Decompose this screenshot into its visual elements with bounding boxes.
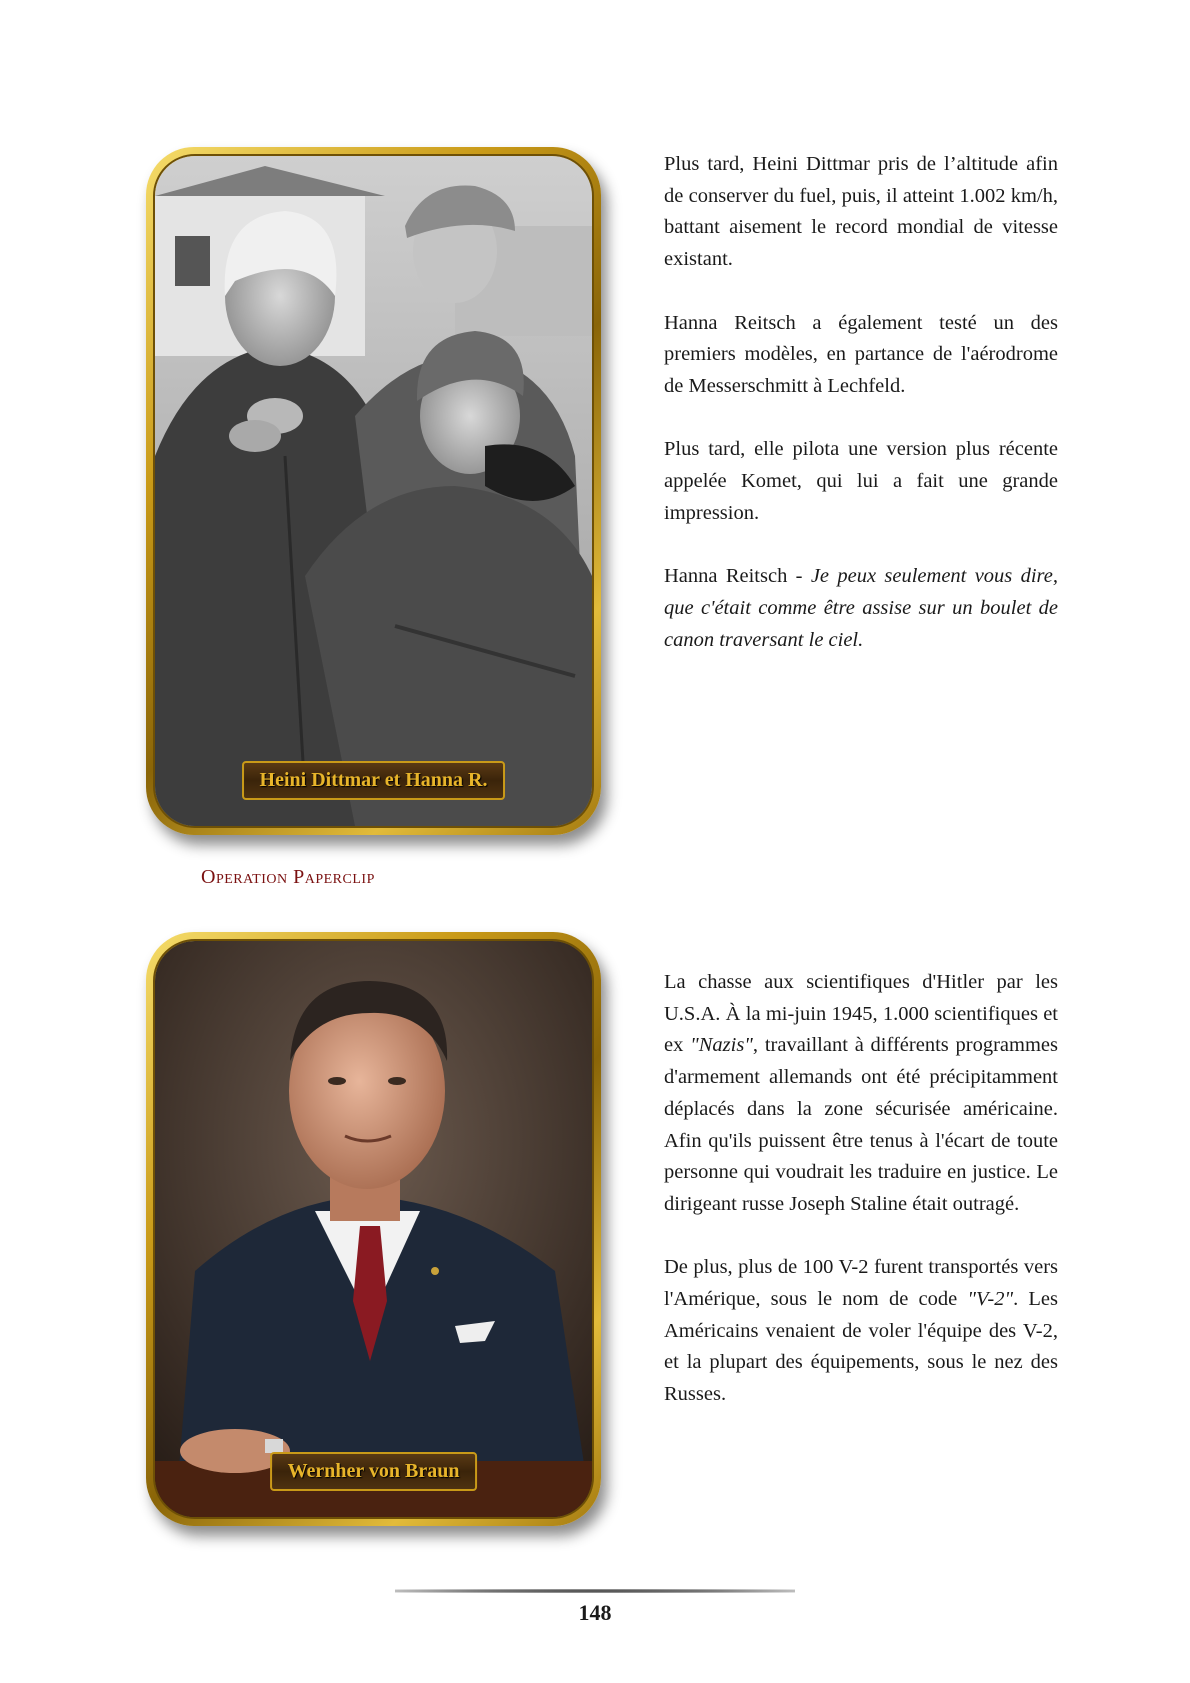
photo-von-braun-image — [155, 941, 592, 1517]
quoted-term-nazis: "Nazis" — [690, 1034, 753, 1057]
photo-caption-top: Heini Dittmar et Hanna R. — [242, 761, 506, 800]
footer-divider — [395, 1589, 795, 1593]
photo-dittmar-reitsch — [153, 154, 594, 828]
quoted-term-v2: "V-2" — [967, 1288, 1014, 1311]
paragraph-part: La chasse aux scientifiques d'Hitler par les U.S.A. À la mi-juin 1945, 1.000 scientifiques et ex — [664, 971, 1058, 1057]
quote-text: Je peux seulement vous dire, que c'était comme être assise sur un boulet de canon traversant le ciel. — [664, 565, 1058, 651]
quote-paragraph — [664, 561, 1058, 656]
page-number: 148 — [578, 1600, 612, 1625]
photo-frame-top — [146, 147, 601, 835]
quote-speaker: Hanna Reitsch - — [664, 565, 811, 588]
paragraph-part: . Les Américains venaient de voler l'équipe des V-2, et la plupart des équipements, sous le nez des Russes. — [664, 1288, 1058, 1406]
text-block-bottom — [664, 967, 1058, 1443]
paragraph — [664, 967, 1058, 1221]
text-block-top — [664, 149, 1058, 688]
paragraph: Plus tard, Heini Dittmar pris de l’altitude afin de conserver du fuel, puis, il atteint 1.002 km/h, battant aisement le record mondial de vitesse existant. — [664, 153, 1058, 271]
paragraph: Hanna Reitsch a également testé un des premiers modèles, en partance de l'aérodrome de Messerschmitt à Lechfeld. — [664, 311, 1058, 397]
photo-frame-bottom — [146, 932, 601, 1526]
paragraph: Plus tard, elle pilota une version plus récente appelée Komet, qui lui a fait une grande impression. — [664, 438, 1058, 524]
paragraph — [664, 1252, 1058, 1411]
photo-von-braun — [153, 939, 594, 1519]
photo-caption-bottom: Wernher von Braun — [270, 1452, 478, 1491]
section-title: Operation Paperclip — [201, 866, 375, 888]
paragraph-part: , travaillant à différents programmes d'armement allemands ont été précipitamment déplacés dans la zone sécurisée américaine. Afin qu'ils puissent être tenus à l'écart de toute personne qui voudrait les traduire en justice. Le dirigeant russe Joseph Staline était outragé. — [664, 1034, 1058, 1215]
photo-dittmar-reitsch-image — [155, 156, 592, 826]
paragraph-part: De plus, plus de 100 V-2 furent transportés vers l'Amérique, sous le nom de code — [664, 1256, 1058, 1311]
